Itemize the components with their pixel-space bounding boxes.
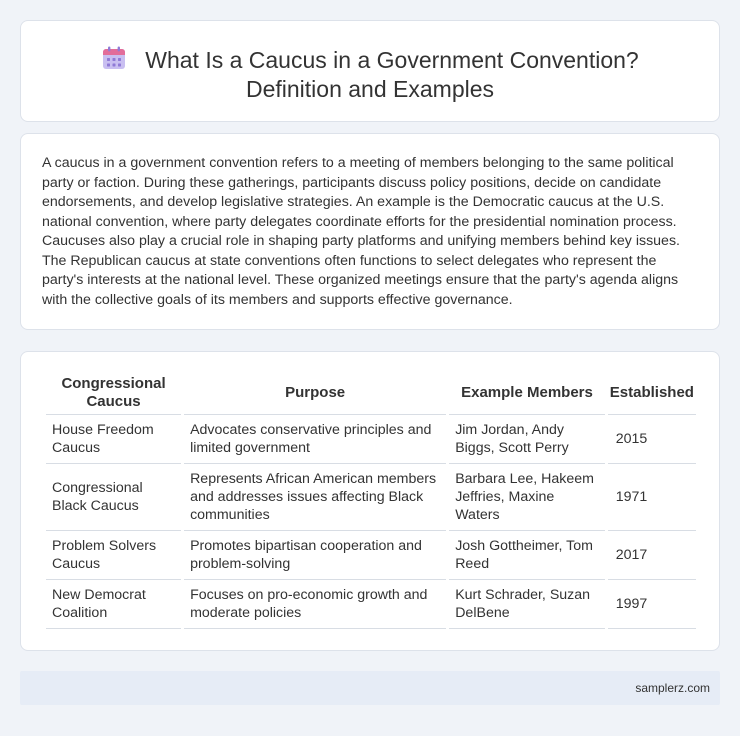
caucus-name: New Democrat Coalition <box>46 579 181 629</box>
caucus-purpose: Promotes bipartisan cooperation and problem-solving <box>184 530 446 579</box>
header-example-members: Example Members <box>461 384 593 401</box>
table-row <box>46 414 696 463</box>
caucus-members: Josh Gottheimer, Tom Reed <box>449 530 605 579</box>
caucus-established: 1997 <box>608 579 696 629</box>
caucus-name: Problem Solvers Caucus <box>46 530 181 579</box>
table-card <box>20 351 720 651</box>
table-row <box>46 463 696 530</box>
caucus-name: House Freedom Caucus <box>46 414 181 463</box>
caucus-table <box>43 372 699 629</box>
table-header-row <box>46 372 696 414</box>
header-established: Established <box>609 384 694 401</box>
caucus-members: Kurt Schrader, Suzan DelBene <box>449 579 605 629</box>
header-congressional-caucus: Congressional Caucus <box>61 375 166 410</box>
caucus-established: 1971 <box>608 463 696 530</box>
table-row <box>46 579 696 629</box>
description-text: A caucus in a government convention refers to a meeting of members belonging to the same political party or faction. During these gatherings, participants discuss policy positions, decide on candidate endorsements, and develop legislative strategies. An example is the Democratic caucus at the U.S. national convention, where party delegates coordinate efforts for the presidential nomination process. Caucuses also play a crucial role in shaping party platforms and unifying members behind key issues. The Republican caucus at state conventions often functions to select delegates who represent the party's interests at the national level. These organized meetings ensure that the party's agenda aligns with the collective goals of its members and supports effective governance. <box>42 155 680 308</box>
footer-bar <box>20 671 720 705</box>
table-row <box>46 530 696 579</box>
caucus-established: 2017 <box>608 530 696 579</box>
header-purpose: Purpose <box>285 384 346 401</box>
caucus-established: 2015 <box>608 414 696 463</box>
caucus-members: Jim Jordan, Andy Biggs, Scott Perry <box>449 414 605 463</box>
footer-site-link[interactable]: samplerz.com <box>635 681 710 695</box>
description-card <box>20 133 720 330</box>
caucus-purpose: Represents African American members and addresses issues affecting Black communities <box>184 463 446 530</box>
page-title <box>21 45 719 104</box>
calendar-icon <box>101 45 127 71</box>
title-line-1: What Is a Caucus in a Government Convention? <box>145 47 639 73</box>
caucus-purpose: Advocates conservative principles and limited government <box>184 414 446 463</box>
title-card <box>20 20 720 122</box>
title-line-2: Definition and Examples <box>245 76 495 102</box>
caucus-name: Congressional Black Caucus <box>46 463 181 530</box>
caucus-purpose: Focuses on pro-economic growth and moderate policies <box>184 579 446 629</box>
caucus-members: Barbara Lee, Hakeem Jeffries, Maxine Waters <box>449 463 605 530</box>
